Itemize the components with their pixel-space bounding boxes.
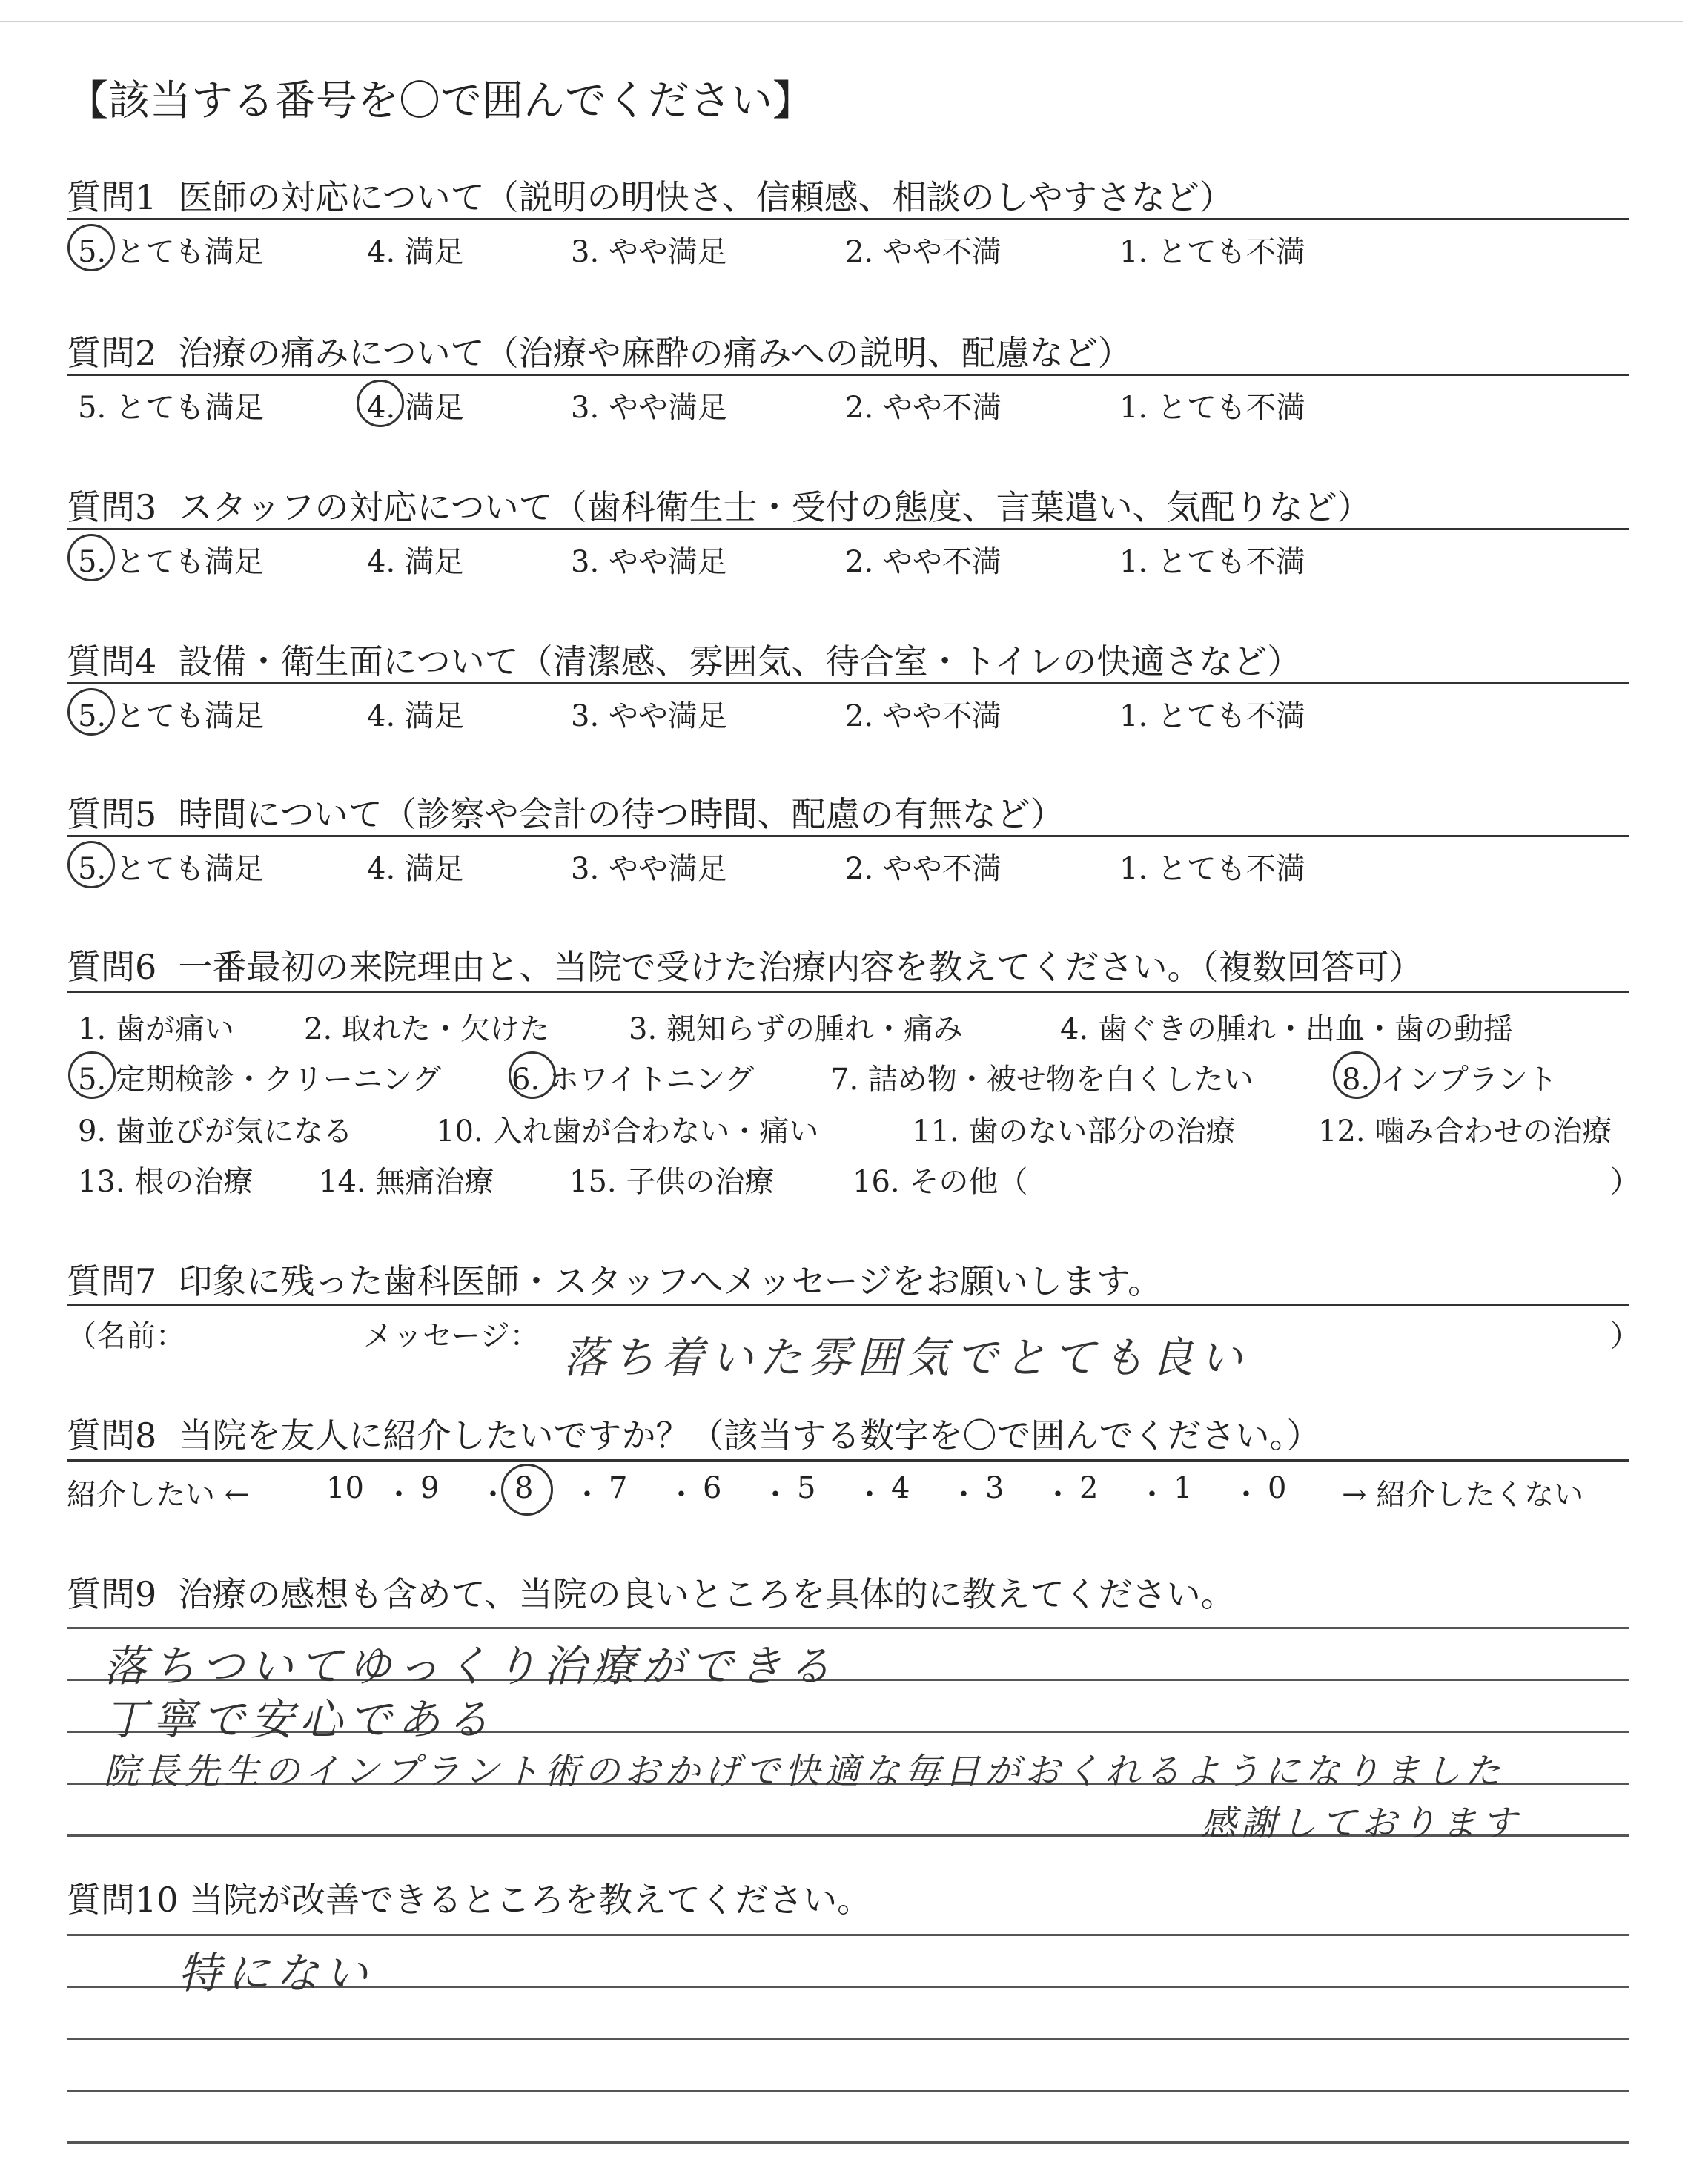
scale-separator: ・ [1137,1478,1167,1512]
q7-rule [67,1304,1629,1306]
q9-answer-line-2: 丁寧で安心である [104,1694,496,1745]
q10-text: 当院が改善できるところを教えてください。 [189,1880,872,1920]
rating-option[interactable]: 4. 満足 [367,235,464,269]
selection-circle [67,224,115,271]
rating-option[interactable]: 5. とても満足 [78,852,264,886]
q10-line-5 [67,2141,1629,2144]
question-number: 質問2 [67,333,157,373]
q6-rule [67,991,1629,993]
q6-number: 質問6 [67,947,157,987]
question-2-heading [67,326,1132,375]
scale-number[interactable]: 10 [326,1471,364,1505]
rating-option[interactable]: 2. やや不満 [845,545,1002,579]
scale-number[interactable]: 0 [1268,1471,1287,1505]
q6-other-close: ） [1610,1165,1640,1199]
question-1-heading [67,171,1234,219]
scale-number[interactable]: 7 [609,1471,628,1505]
scale-separator: ・ [572,1478,602,1512]
selection-circle [67,841,115,888]
scale-number[interactable]: 9 [420,1471,440,1505]
rating-option[interactable]: 4. 満足 [367,391,464,425]
selection-circle [1333,1051,1380,1099]
q6-opt-6[interactable]: 6. ホワイトニング [512,1063,755,1097]
q9-answer-line-4: 感謝しております [1201,1803,1522,1844]
scale-separator: ・ [666,1478,696,1512]
question-number: 質問4 [67,641,157,681]
rating-option[interactable]: 3. やや満足 [571,545,727,579]
q6-opt-4[interactable]: 4. 歯ぐきの腫れ・出血・歯の動揺 [1060,1012,1513,1046]
q6-opt-10[interactable]: 10. 入れ歯が合わない・痛い [436,1114,819,1149]
scale-number[interactable]: 5 [797,1471,816,1505]
q7-close: ） [1610,1319,1640,1353]
q6-label [67,940,1423,989]
scale-separator: ・ [384,1478,414,1512]
rating-option[interactable]: 2. やや不満 [845,852,1002,886]
question-number: 質問3 [67,487,157,527]
q6-opt-9[interactable]: 9. 歯並びが気になる [78,1114,353,1149]
rating-option[interactable]: 2. やや不満 [845,235,1002,269]
scale-separator: ・ [1231,1478,1261,1512]
rating-option[interactable]: 5. とても満足 [78,699,264,733]
scale-separator: ・ [1043,1478,1073,1512]
rating-option[interactable]: 2. やや不満 [845,391,1002,425]
selection-circle [357,380,404,427]
page-title: 【該当する番号を〇で囲んでください】 [67,77,814,125]
question-3-heading [67,480,1371,529]
rating-option[interactable]: 1. とても不満 [1119,545,1305,579]
q10-number: 質問10 [67,1880,179,1920]
rating-option[interactable]: 3. やや満足 [571,852,727,886]
q6-opt-1[interactable]: 1. 歯が痛い [78,1012,234,1046]
question-number: 質問5 [67,794,157,834]
q6-opt-13[interactable]: 13. 根の治療 [78,1165,254,1199]
q9-line-1 [67,1627,1629,1629]
rating-option[interactable]: 1. とても不満 [1119,699,1305,733]
question-5-heading [67,787,1065,836]
question-text: 設備・衛生面について（清潔感、雰囲気、待合室・トイレの快適さなど） [178,641,1302,681]
rating-option[interactable]: 4. 満足 [367,852,464,886]
rating-option[interactable]: 3. やや満足 [571,391,727,425]
scale-number[interactable]: 2 [1079,1471,1099,1505]
scale-number[interactable]: 8 [514,1471,534,1505]
scale-separator: ・ [949,1478,979,1512]
q10-line-4 [67,2090,1629,2092]
q6-text: 一番最初の来院理由と、当院で受けた治療内容を教えてください。（複数回答可） [178,947,1423,987]
q8-label [67,1409,1321,1458]
q9-label [67,1568,1235,1616]
rating-option[interactable]: 4. 満足 [367,699,464,733]
question-rule [67,682,1629,684]
scale-separator: ・ [855,1478,884,1512]
q7-message-label: メッセージ： [363,1319,540,1353]
q9-text: 治療の感想も含めて、当院の良いところを具体的に教えてください。 [178,1574,1235,1614]
question-4-heading [67,635,1301,684]
question-text: 治療の痛みについて（治療や麻酔の痛みへの説明、配慮など） [178,333,1132,373]
question-text: 時間について（診察や会計の待つ時間、配慮の有無など） [178,794,1065,834]
rating-option[interactable]: 5. とても満足 [78,391,264,425]
q6-opt-16[interactable]: 16. その他（ [853,1165,1028,1199]
q7-message-handwritten: 落ち着いた雰囲気でとても良い [563,1332,1249,1383]
q8-rule [67,1459,1629,1462]
question-rule [67,528,1629,530]
q7-text: 印象に残った歯科医師・スタッフへメッセージをお願いします。 [178,1261,1162,1301]
q9-answer-line-3: 院長先生のインプラント術のおかげで快適な毎日がおくれるようになりました [104,1751,1506,1792]
question-number: 質問1 [67,177,157,217]
q9-number: 質問9 [67,1574,157,1614]
question-text: スタッフの対応について（歯科衛生士・受付の態度、言葉遣い、気配りなど） [178,487,1371,527]
scale-number[interactable]: 4 [891,1471,910,1505]
rating-option[interactable]: 4. 満足 [367,545,464,579]
rating-option[interactable]: 5. とても満足 [78,235,264,269]
rating-option[interactable]: 5. とても満足 [78,545,264,579]
scale-number[interactable]: 3 [985,1471,1004,1505]
rating-option[interactable]: 3. やや満足 [571,699,727,733]
q8-right-label: → 紹介したくない [1342,1478,1584,1512]
scale-number[interactable]: 1 [1174,1471,1193,1505]
q9-answer-line-1: 落ちついてゆっくり治療ができる [104,1641,837,1691]
selection-circle [68,1051,116,1099]
q10-line-1 [67,1934,1629,1936]
rating-option[interactable]: 1. とても不満 [1119,235,1305,269]
q6-opt-15[interactable]: 15. 子供の治療 [569,1165,775,1199]
rating-option[interactable]: 1. とても不満 [1119,391,1305,425]
q7-number: 質問7 [67,1261,157,1301]
rating-option[interactable]: 1. とても不満 [1119,852,1305,886]
q7-name-label: （名前： [67,1319,185,1353]
scale-separator: ・ [761,1478,790,1512]
selection-circle [67,688,115,736]
q6-opt-7[interactable]: 7. 詰め物・被せ物を白くしたい [830,1063,1254,1097]
selection-circle [67,534,115,581]
rating-option[interactable]: 2. やや不満 [845,699,1002,733]
scale-number[interactable]: 6 [703,1471,722,1505]
q10-line-3 [67,2038,1629,2040]
q10-answer-handwritten: 特にない [178,1948,374,1998]
selection-circle [501,1464,553,1516]
q8-left-label: 紹介したい ← [67,1478,250,1512]
q6-opt-2[interactable]: 2. 取れた・欠けた [304,1012,549,1046]
scale-separator: ・ [478,1478,508,1512]
q6-opt-11[interactable]: 11. 歯のない部分の治療 [912,1114,1236,1149]
q6-opt-12[interactable]: 12. 噛み合わせの治療 [1318,1114,1612,1149]
question-rule [67,835,1629,837]
selection-circle [509,1051,556,1099]
q6-opt-14[interactable]: 14. 無痛治療 [319,1165,494,1199]
q8-number: 質問8 [67,1416,157,1456]
q6-opt-3[interactable]: 3. 親知らずの腫れ・痛み [629,1012,963,1046]
q8-text: 当院を友人に紹介したいですか？（該当する数字を〇で囲んでください。） [178,1416,1321,1456]
q10-label [67,1873,871,1922]
rating-option[interactable]: 3. やや満足 [571,235,727,269]
question-rule [67,374,1629,376]
top-edge-line [0,21,1683,22]
question-rule [67,218,1629,220]
question-text: 医師の対応について（説明の明快さ、信頼感、相談のしやすさなど） [178,177,1234,217]
q6-opt-8[interactable]: 8. インプラント [1342,1063,1558,1097]
q6-opt-5[interactable]: 5. 定期検診・クリーニング [78,1063,442,1097]
q7-label [67,1255,1162,1304]
